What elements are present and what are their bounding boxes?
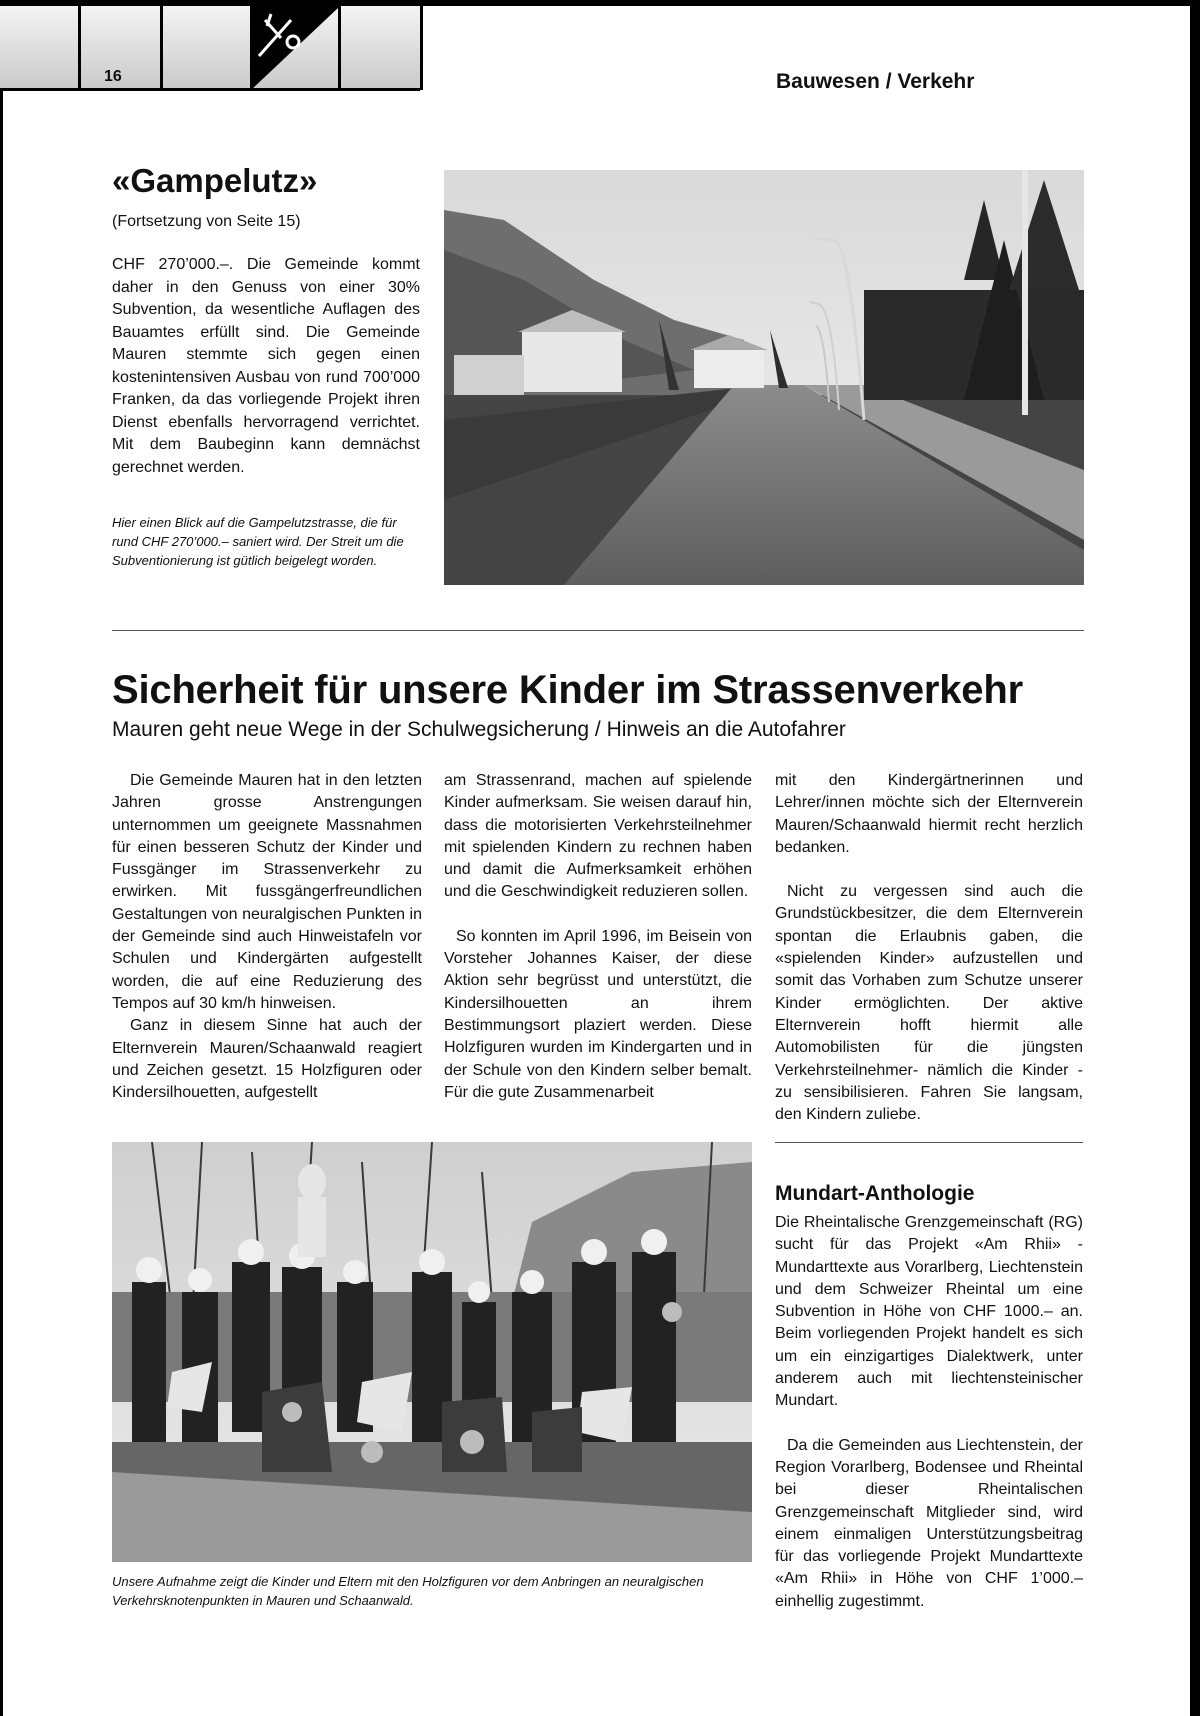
gampelutz-body: CHF 270’000.–. Die Gemeinde kommt daher in den Genuss von einer 30% Subvention, da wesentliche Auflagen des Bauamtes erfüllt sind. Die Gemeinde Mauren stemmte sich gegen einen kostenintensiven Ausbau von rund 700’000 Franken, da das vorliegende Projekt ihren Dienst ebenfalls hervorragend verrichtet. Mit dem Baubeginn kann demnächst gerechnet werden. — [112, 256, 420, 476]
header-divider — [78, 6, 81, 90]
paragraph: Nicht zu vergessen sind auch die Grundstückbesitzer, die dem Elternverein spontan die Erlaubnis gaben, die «spielenden Kinder» aufzustellen und somit das Vorhaben zum Schutze unserer Kinder ermöglichten. Der aktive Elternverein hofft hiermit alle Automobilisten für die jüngsten Verkehrsteilnehmer- nämlich die Kinder - zu sensibilisieren. Fahren Sie langsam, den Kindern zuliebe. — [775, 883, 1083, 1124]
mundart-title: Mundart-Anthologie — [775, 1182, 975, 1205]
paragraph: Die Gemeinde Mauren hat in den letzten Jahren grosse Anstrengungen unternommen um geeignete Massnahmen für einen besseren Schutz der Kinder und Fussgänger im Strassenverkehr zu erwirken. Mit fussgängerfreundlichen Gestaltungen von neuralgischen Punkten in der Gemeinde sind auch Hinweistafeln vor Schulen und Kindergärten aufgestellt worden, die auf eine Reduzierung des Tempos auf 30 km/h hinweisen. — [112, 772, 422, 1012]
header-bar — [0, 6, 420, 90]
gampelutz-photo-caption: Hier einen Blick auf die Gampelutzstrasse, die für rund CHF 270’000.– saniert wird. Der Streit um die Subventionierung ist gütlich beigelegt worden. — [112, 515, 404, 568]
group-photo-caption: Unsere Aufnahme zeigt die Kinder und Eltern mit den Holzfiguren vor dem Anbringen an neuralgischen Verkehrsknotenpunkten in Mauren und Schaanwald. — [112, 1574, 704, 1608]
header-baseline — [0, 88, 420, 91]
paragraph: Ganz in diesem Sinne hat auch der Elternverein Mauren/Schaanwald reagiert und Zeichen gesetzt. 15 Holzfiguren oder Kindersilhouetten, aufgestellt — [112, 1017, 422, 1102]
paragraph: am Strassenrand, machen auf spielende Kinder aufmerksam. Sie weisen darauf hin, dass die motorisierten Verkehrsteilnehmer mit spielenden Kindern zu rechnen haben und damit die Aufmerksamkeit erhöhen und die Geschwindigkeit reduzieren sollen. — [444, 772, 752, 901]
header-divider — [160, 6, 163, 90]
scan-border-left — [0, 0, 3, 1716]
article-subheadline: Mauren geht neue Wege in der Schulwegsicherung / Hinweis an die Autofahrer — [112, 718, 846, 741]
mundart-body — [775, 1212, 1083, 1635]
section-divider — [775, 1142, 1083, 1143]
road-photo — [444, 170, 1084, 585]
paragraph: mit den Kindergärtnerinnen und Lehrer/innen möchte sich der Elternverein Mauren/Schaanwald hiermit recht herzlich bedanken. — [775, 772, 1083, 856]
paragraph: Da die Gemeinden aus Liechtenstein, der Region Vorarlberg, Bodensee und Rheintal bei dieser Rheintalischen Grenzgemeinschaft Mitglieder sind, wird einem einmaligen Unterstützungsbeitrag für das vorliegende Projekt Mundarttexte «Am Rhii» in Höhe von CHF 1’000.– einhellig zugestimmt. — [775, 1436, 1083, 1610]
article-column-2 — [444, 770, 752, 1126]
paragraph: Die Rheintalische Grenzgemeinschaft (RG) sucht für das Projekt «Am Rhii» - Mundarttexte aus Vorarlberg, Liechtenstein und dem Schweizer Rheintal um eine Subvention in Höhe von CHF 1000.– an. Beim vorliegenden Projekt handelt es sich um ein einzigartiges Dialektwerk, unter anderem auch mit liechtensteinischer Mundart. — [775, 1214, 1083, 1410]
continuation-note: (Fortsetzung von Seite 15) — [112, 213, 301, 230]
header-divider — [338, 6, 341, 90]
gampelutz-title: «Gampelutz» — [112, 162, 318, 199]
scan-border-right — [1190, 0, 1200, 1716]
page-number: 16 — [104, 68, 122, 85]
header-divider — [420, 6, 423, 90]
article-headline: Sicherheit für unsere Kinder im Strassenverkehr — [112, 668, 1023, 712]
section-divider — [112, 630, 1084, 631]
group-photo — [112, 1142, 752, 1562]
section-title: Bauwesen / Verkehr — [776, 70, 975, 93]
tools-crest-icon — [251, 6, 338, 90]
article-column-1 — [112, 770, 422, 1126]
article-column-3 — [775, 770, 1083, 1148]
paragraph: So konnten im April 1996, im Beisein von Vorsteher Johannes Kaiser, der diese Aktion sehr begrüsst und unterstützt, die Kindersilhouetten an ihrem Bestimmungsort plaziert werden. Diese Holzfiguren wurden im Kindergarten und in der Schule von den Kindern selber bemalt. Für die gute Zusammenarbeit — [444, 927, 752, 1101]
